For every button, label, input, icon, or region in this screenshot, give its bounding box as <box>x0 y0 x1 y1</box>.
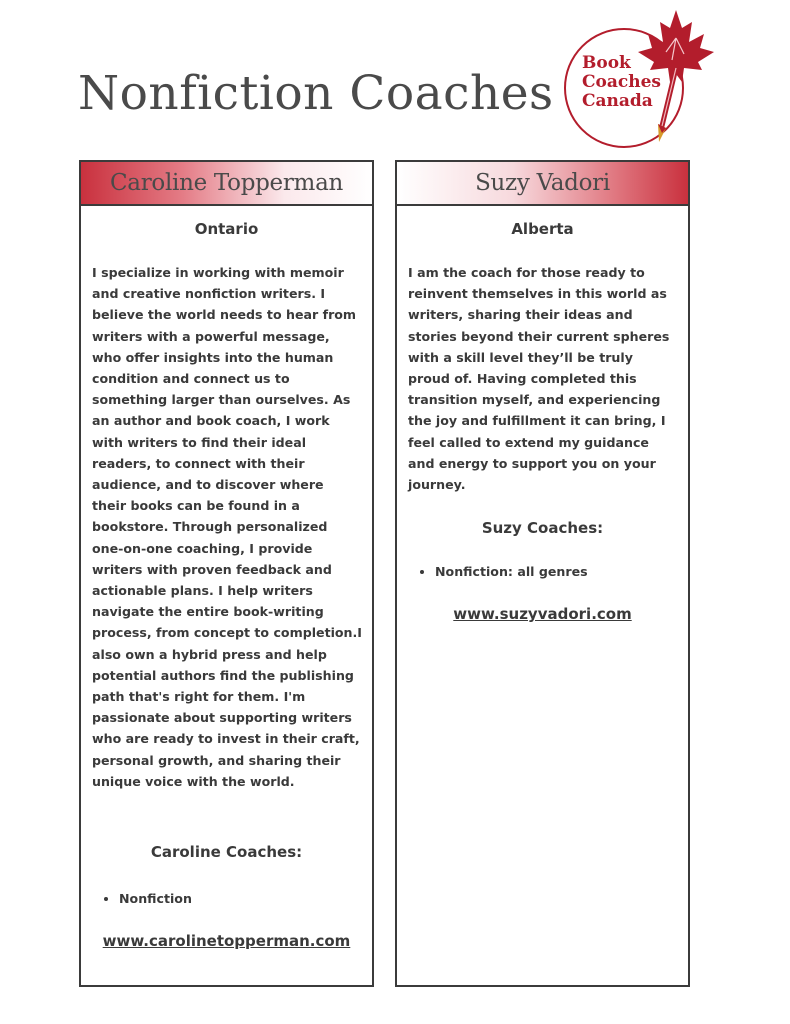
coach-bio: I specialize in working with memoir and creative nonfiction writers. I believe the world needs to hear from writers with a powerful message, who offer insights into the human condition and connect us to something larger than ourselves. As an author and book coach, I work with writers to find their ideal readers, to connect with their audience, and to discover where their books can be found in a bookstore. Through personalized one-on-one coaching, I provide writers with proven feedback and actionable plans. I help writers navigate the entire book-writing process, from concept to completion.I also own a hybrid press and help potential authors find the publishing path that's right for them. I'm passionate about supporting writers who are ready to invest in their craft, personal growth, and sharing their unique voice with the world. <box>92 265 362 789</box>
genre-list <box>81 891 372 906</box>
website-link[interactable]: www.suzyvadori.com <box>453 605 632 624</box>
coaches-heading: Suzy Coaches: <box>481 519 604 538</box>
coach-name: Suzy Vadori <box>397 162 688 206</box>
logo-text <box>582 54 661 111</box>
coach-region: Alberta <box>511 220 574 238</box>
genre-item: • Nonfiction <box>119 891 372 906</box>
coach-name: Caroline Topperman <box>81 162 372 206</box>
logo-line-canada: Canada <box>582 91 653 111</box>
coaches-heading: Caroline Coaches: <box>150 843 303 862</box>
genre-item: • Nonfiction: all genres <box>435 564 688 579</box>
logo-line-book: Book <box>582 53 631 73</box>
coach-bio: I am the coach for those ready to reinvent themselves in this world as writers, sharing their ideas and stories beyond their current spheres with a skill level they’ll be truly proud of. Having completed this transition myself, and experiencing the joy and fulfillment it can bring, I feel called to extend my guidance and energy to support you on your journey. <box>408 265 670 493</box>
coach-card-caroline <box>79 160 374 987</box>
coach-card-suzy <box>395 160 690 987</box>
coach-region: Ontario <box>194 220 259 238</box>
website-link[interactable]: www.carolinetopperman.com <box>102 932 351 951</box>
logo-line-coaches: Coaches <box>582 72 661 92</box>
page-title: Nonfiction Coaches <box>78 66 554 121</box>
book-coaches-canada-logo <box>560 8 740 156</box>
genre-list <box>397 564 688 579</box>
